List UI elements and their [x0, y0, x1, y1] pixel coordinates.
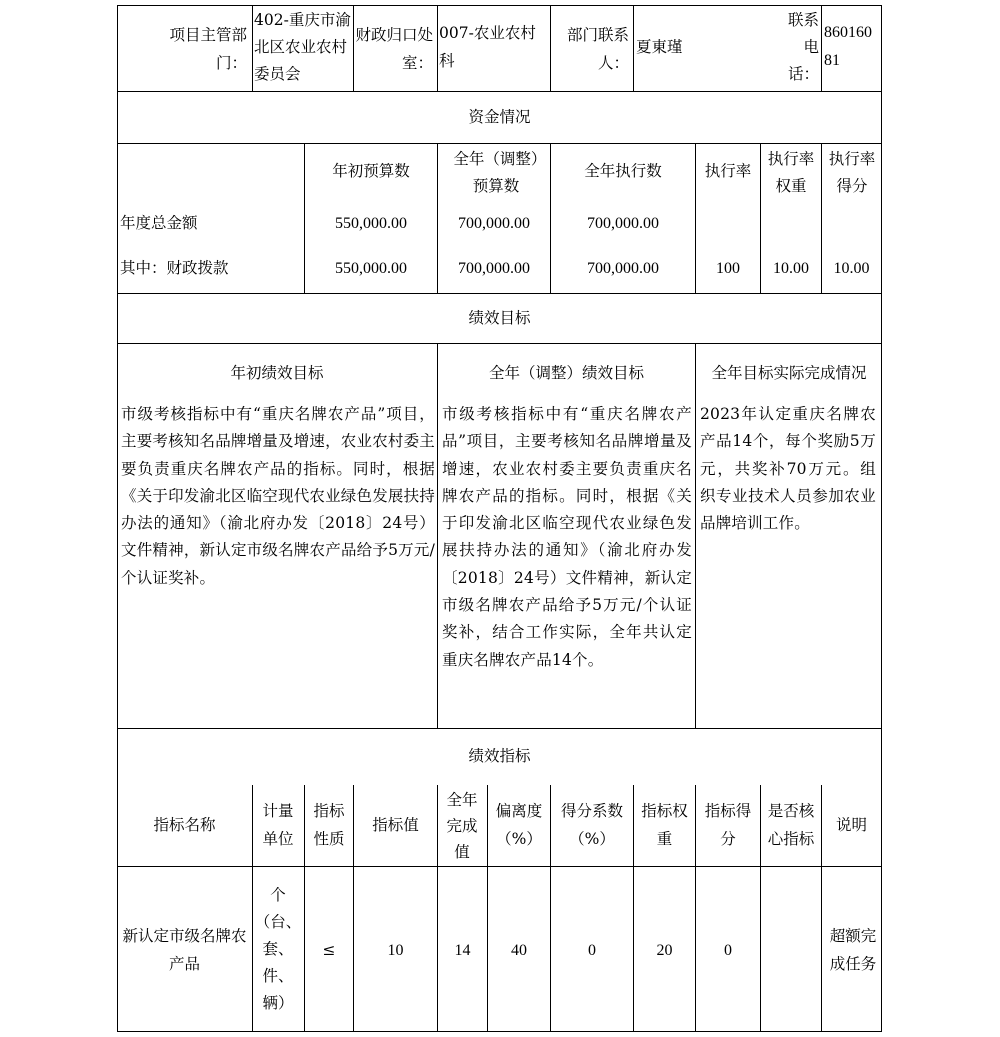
funds-row-score — [822, 209, 881, 237]
rule-v — [695, 343, 696, 728]
funds-row-weight: 10.00 — [773, 259, 809, 277]
finance-label: 财政归口处室： — [355, 26, 433, 72]
ind-row-score: 0 — [724, 941, 732, 959]
rule-bottom — [117, 1031, 882, 1032]
rule-right — [881, 5, 882, 1032]
ind-row-value: 10 — [387, 941, 404, 959]
ind-row-completed: 14 — [454, 941, 471, 959]
funds-col-rate: 执行率 — [704, 161, 752, 180]
ind-row-weight: 20 — [656, 941, 673, 959]
goals-section-title: 绩效目标 — [468, 308, 531, 327]
funds-section-title: 资金情况 — [468, 107, 531, 126]
funds-row-initial: 550,000.00 — [335, 259, 407, 277]
ind-col-weight: 指标权重 — [641, 802, 688, 848]
funds-col-score: 执行率得分 — [828, 150, 876, 195]
finance-value: 007-农业农村科 — [439, 24, 536, 70]
goals-actual-title: 全年目标实际完成情况 — [711, 363, 867, 382]
ind-row-deviation: 40 — [511, 941, 527, 959]
dept-label: 项目主管部门： — [169, 26, 247, 72]
funds-row-label: 其中：财政拨款 — [120, 258, 229, 277]
funds-col-executed: 全年执行数 — [584, 161, 662, 180]
ind-col-deviation: 偏离度（%） — [495, 802, 543, 848]
rule-v — [550, 785, 551, 1031]
ind-col-coef: 得分系数（%） — [560, 802, 623, 848]
goals-initial-title: 年初绩效目标 — [230, 363, 324, 382]
funds-row-adjusted: 700,000.00 — [458, 259, 530, 277]
funds-row-executed: 700,000.00 — [587, 214, 659, 232]
ind-col-score: 指标得分 — [704, 802, 752, 848]
rule-left — [117, 5, 118, 1032]
goals-adjusted-text: 市级考核指标中有“重庆名牌农产品”项目，主要考核知名品牌增量及增速，农业农村委主要负责重庆名牌农产品的指标。同时，根据《关于印发渝北区临空现代农业绿色发展扶持办法的通知》（渝北府办发〔2018〕24号）文件精神，新认定市级名牌农产品给予5万元/个认证奖补，结合工作实际，全年共认定重庆名牌农产品14个。 — [442, 405, 692, 669]
funds-col-adjusted: 全年（调整）预算数 — [453, 150, 539, 195]
funds-row-weight — [761, 209, 821, 237]
rule-v — [550, 5, 551, 91]
rule-indicators-top — [117, 728, 882, 729]
goals-actual-text: 2023年认定重庆名牌农产品14个，每个奖励5万元，共奖补70万元。组织专业技术人员参加农业品牌培训工作。 — [700, 405, 876, 533]
funds-row-initial: 550,000.00 — [335, 214, 407, 232]
rule-v — [437, 785, 438, 1031]
ind-row-name: 新认定市级名牌农产品 — [122, 927, 247, 973]
rule-v — [760, 785, 761, 1031]
rule-funds-title-bottom — [117, 143, 882, 144]
ind-col-value: 指标值 — [372, 815, 419, 834]
rule-v — [821, 5, 822, 91]
dept-value: 402-重庆市渝北区农业农村委员会 — [254, 11, 351, 83]
rule-goals-title-bottom — [117, 343, 882, 344]
funds-row-adjusted: 700,000.00 — [458, 214, 530, 232]
rule-v — [304, 785, 305, 1031]
funds-row-score: 10.00 — [833, 259, 870, 277]
funds-col-initial: 年初预算数 — [332, 161, 410, 180]
funds-row-label: 年度总金额 — [120, 213, 198, 232]
ind-row-coef: 0 — [588, 941, 596, 959]
rule-v — [353, 5, 354, 91]
goals-adjusted-title: 全年（调整）绩效目标 — [488, 363, 644, 382]
ind-row-note: 超额完成任务 — [829, 927, 877, 973]
rule-top — [117, 5, 882, 6]
performance-report-table — [117, 5, 882, 1032]
ind-row-nature: ≤ — [322, 940, 336, 959]
funds-row-executed: 700,000.00 — [587, 259, 659, 277]
rule-v — [252, 5, 253, 91]
ind-col-unit: 计量单位 — [262, 802, 294, 848]
ind-col-nature: 指标性质 — [313, 802, 345, 848]
rule-v — [437, 343, 438, 728]
ind-col-note: 说明 — [835, 815, 867, 834]
ind-row-core — [761, 936, 821, 964]
rule-indicator-header-bottom — [117, 866, 882, 867]
funds-col-weight: 执行率权重 — [767, 150, 815, 195]
contact-value: 夏東瑾 — [636, 37, 683, 56]
rule-v — [633, 5, 634, 91]
contact-label: 部门联系人： — [566, 26, 629, 72]
rule-v — [437, 5, 438, 91]
ind-col-core: 是否核心指标 — [767, 802, 815, 848]
indicators-section-title: 绩效指标 — [468, 746, 531, 765]
funds-row-rate — [696, 209, 760, 237]
funds-row-rate: 100 — [716, 259, 740, 277]
ind-col-completed: 全年完成值 — [446, 790, 478, 861]
phone-value: 86016081 — [824, 24, 872, 69]
phone-label: 联系电话： — [787, 11, 819, 83]
rule-v — [252, 785, 253, 1031]
rule-v — [695, 785, 696, 1031]
goals-initial-text: 市级考核指标中有“重庆名牌农产品”项目，主要考核知名品牌增量及增速，农业农村委主要负责重庆名牌农产品的指标。同时，根据《关于印发渝北区临空现代农业绿色发展扶持办法的通知》（渝北府办发〔2018〕24号）文件精神，新认定市级名牌农产品给予5万元/个认证奖补。 — [121, 405, 436, 587]
ind-col-name: 指标名称 — [153, 815, 216, 834]
ind-row-unit: 个（台、套、件、辆） — [254, 885, 302, 1012]
